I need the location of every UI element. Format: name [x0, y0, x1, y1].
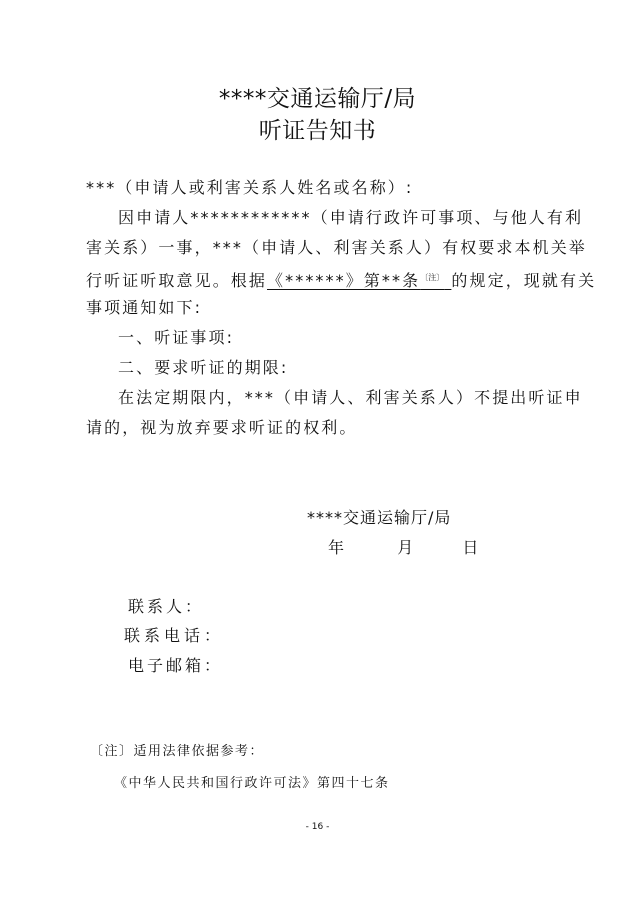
- signature-date: [328, 535, 479, 558]
- paragraph-1-line-3-end: 的规定，现就有关: [451, 271, 597, 290]
- item-hearing-deadline: 二、要求听证的期限:: [118, 358, 289, 377]
- paragraph-2-line-1: 在法定期限内，***（申请人、利害关系人）不提出听证申: [118, 388, 583, 407]
- contact-person: 联系人：: [128, 597, 205, 616]
- salutation: ***（申请人或利害关系人姓名或名称）:: [86, 178, 414, 197]
- paragraph-2-line-2: 请的，视为放弃要求听证的权利。: [86, 418, 358, 437]
- law-reference: 《******》第**条: [267, 271, 421, 290]
- date-year: 年: [328, 538, 346, 557]
- paragraph-1-line-3-start: 行听证听取意见。根据: [86, 271, 268, 290]
- paragraph-1-line-4: 事项通知如下:: [86, 298, 203, 317]
- contact-phone: 联系电话：: [124, 626, 225, 645]
- document-title-line1: ****交通运输厅/局: [218, 86, 417, 112]
- date-day: 日: [462, 538, 480, 557]
- item-hearing-matters: 一、听证事项:: [118, 328, 235, 347]
- contact-email: 电子邮箱：: [128, 656, 224, 675]
- footnote-label: 〔注〕适用法律依据参考：: [90, 744, 265, 759]
- date-month: 月: [397, 538, 415, 557]
- paragraph-1-line-2: 害关系）一事，***（申请人、利害关系人）有权要求本机关举: [86, 238, 587, 257]
- paragraph-1-line-1: 因申请人************（申请行政许可事项、与他人有利: [118, 208, 584, 227]
- page-number: - 16 -: [305, 822, 330, 832]
- paragraph-1-line-3: [86, 263, 597, 296]
- signature-organization: ****交通运输厅/局: [307, 508, 452, 527]
- document-title-line2: 听证告知书: [258, 118, 377, 144]
- footnote-marker: 〔注〕: [420, 273, 445, 282]
- footnote-law: 《中华人民共和国行政许可法》第四十七条: [114, 776, 390, 791]
- law-reference-blank: [267, 271, 451, 290]
